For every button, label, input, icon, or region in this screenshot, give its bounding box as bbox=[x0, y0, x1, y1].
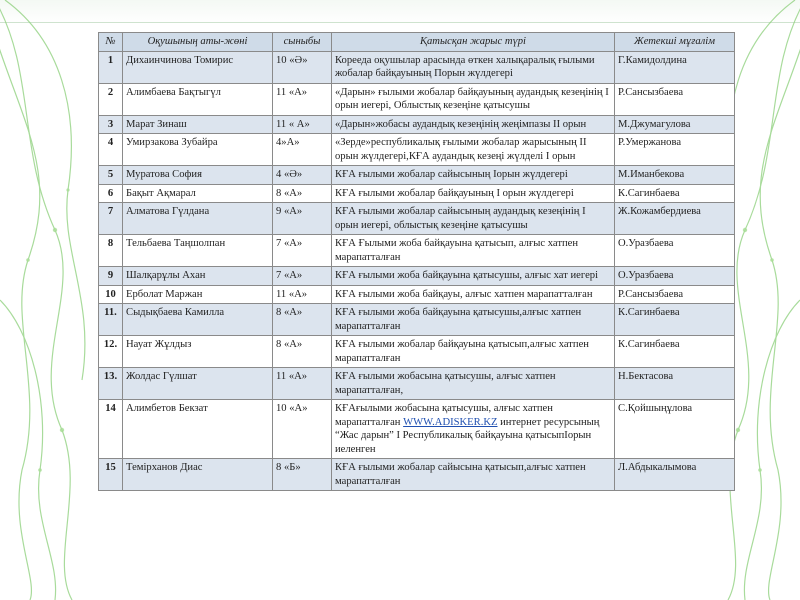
row-number: 7 bbox=[99, 203, 123, 235]
row-number: 13. bbox=[99, 368, 123, 400]
row-number: 11. bbox=[99, 304, 123, 336]
row-number: 3 bbox=[99, 115, 123, 134]
table-row bbox=[99, 134, 735, 166]
student-grade: 11 « А» bbox=[273, 115, 332, 134]
table-row bbox=[99, 184, 735, 203]
competition-description: «Дарын» ғылыми жобалар байқауының аудандық кезеңінің I орын иегері, Облыстық кезеңіне қатысушы bbox=[332, 83, 615, 115]
header-teacher: Жетекші мұғалім bbox=[615, 33, 735, 52]
competition-description: КҒА ғылыми жоба байқауына қатысушы, алғыс хат иегері bbox=[332, 267, 615, 286]
student-name: Умирзакова Зубайра bbox=[123, 134, 273, 166]
competition-text-continued: интернет ресурсының “Жас дарын” I Республикалық байқауына қатысыпIорын иеленген bbox=[335, 416, 600, 455]
competition-text: КҒАғылыми жобасына қатысушы, алғыс хатпен марапатталған bbox=[335, 403, 553, 428]
student-grade: 4 «Ә» bbox=[273, 166, 332, 185]
table-row bbox=[99, 166, 735, 185]
row-number: 12. bbox=[99, 336, 123, 368]
competition-description: КҒА ғылыми жобасына қатысушы, алғыс хатпен марапатталған, bbox=[332, 368, 615, 400]
table-row bbox=[99, 83, 735, 115]
teacher-name: М.Иманбекова bbox=[615, 166, 735, 185]
competition-description: «Дарын»жобасы аудандық кезеңінің жеңімпазы II орын bbox=[332, 115, 615, 134]
student-name: Алматова Гүлдана bbox=[123, 203, 273, 235]
row-number: 4 bbox=[99, 134, 123, 166]
student-grade: 4»А» bbox=[273, 134, 332, 166]
row-number: 6 bbox=[99, 184, 123, 203]
student-name: Ерболат Маржан bbox=[123, 285, 273, 304]
student-grade: 7 «А» bbox=[273, 267, 332, 286]
teacher-name: Ж.Кожамбердиева bbox=[615, 203, 735, 235]
table-row bbox=[99, 400, 735, 459]
student-name: Дихаинчинова Томирис bbox=[123, 51, 273, 83]
student-grade: 8 «Б» bbox=[273, 459, 332, 491]
student-grade: 8 «А» bbox=[273, 184, 332, 203]
student-name: Тельбаева Таңшолпан bbox=[123, 235, 273, 267]
competition-description: Корееда оқушылар арасында өткен халықаралық ғылыми жобалар байқауының Порын жүлдегері bbox=[332, 51, 615, 83]
student-name: Марат Зинаш bbox=[123, 115, 273, 134]
table-row bbox=[99, 285, 735, 304]
row-number: 5 bbox=[99, 166, 123, 185]
student-grade: 10 «А» bbox=[273, 400, 332, 459]
row-number: 1 bbox=[99, 51, 123, 83]
table-row bbox=[99, 235, 735, 267]
table-row bbox=[99, 304, 735, 336]
competition-description: КҒА ғылыми жобалар сайысының Iорын жүлдегері bbox=[332, 166, 615, 185]
row-number: 9 bbox=[99, 267, 123, 286]
results-table bbox=[98, 32, 735, 491]
header-grade: сыныбы bbox=[273, 33, 332, 52]
competition-description: КҒА ғылыми жобалар сайысына қатысып,алғыс хатпен марапатталған bbox=[332, 459, 615, 491]
teacher-name: К.Сагинбаева bbox=[615, 304, 735, 336]
header-number: № bbox=[99, 33, 123, 52]
student-name: Науат Жұлдыз bbox=[123, 336, 273, 368]
teacher-name: Р.Сансызбаева bbox=[615, 83, 735, 115]
teacher-name: К.Сагинбаева bbox=[615, 336, 735, 368]
competition-description: КҒА Ғылыми жоба байқауына қатысып, алғыс хатпен марапатталған bbox=[332, 235, 615, 267]
table-row bbox=[99, 51, 735, 83]
competition-description: КҒА ғылыми жобалар байқауына қатысып,алғыс хатпен марапатталған bbox=[332, 336, 615, 368]
teacher-name: Г.Камидолдина bbox=[615, 51, 735, 83]
competition-description: «Зерде»республикалық ғылыми жобалар жарысының II орын жүлдегері,КҒА аудандық кезеңі жүлделі I орын bbox=[332, 134, 615, 166]
student-grade: 11 «А» bbox=[273, 285, 332, 304]
teacher-name: О.Уразбаева bbox=[615, 235, 735, 267]
student-grade: 7 «А» bbox=[273, 235, 332, 267]
student-name: Бақыт Ақмарал bbox=[123, 184, 273, 203]
teacher-name: Р.Умержанова bbox=[615, 134, 735, 166]
competition-description: КҒА ғылыми жобалар сайысының аудандық кезеңінің I орын иегері, облыстық кезеңіне қатысушы bbox=[332, 203, 615, 235]
table-row bbox=[99, 459, 735, 491]
student-grade: 10 «Ә» bbox=[273, 51, 332, 83]
competition-description: КҒА ғылыми жоба байқауына қатысушы,алғыс хатпен марапатталған bbox=[332, 304, 615, 336]
teacher-name: С.Қойшыңұлова bbox=[615, 400, 735, 459]
teacher-name: Н.Бектасова bbox=[615, 368, 735, 400]
table-row bbox=[99, 336, 735, 368]
teacher-name: Л.Абдыкалымова bbox=[615, 459, 735, 491]
table-row bbox=[99, 203, 735, 235]
student-grade: 9 «А» bbox=[273, 203, 332, 235]
table-header-row bbox=[99, 33, 735, 52]
teacher-name: К.Сагинбаева bbox=[615, 184, 735, 203]
student-name: Муратова София bbox=[123, 166, 273, 185]
row-number: 15 bbox=[99, 459, 123, 491]
student-grade: 8 «А» bbox=[273, 304, 332, 336]
slide-header-bar bbox=[0, 0, 800, 24]
student-grade: 11 «А» bbox=[273, 368, 332, 400]
student-grade: 11 «А» bbox=[273, 83, 332, 115]
student-grade: 8 «А» bbox=[273, 336, 332, 368]
teacher-name: О.Уразбаева bbox=[615, 267, 735, 286]
student-name: Алимбетов Бекзат bbox=[123, 400, 273, 459]
table-row bbox=[99, 368, 735, 400]
header-competition: Қатысқан жарыс түрі bbox=[332, 33, 615, 52]
teacher-name: М.Джумагулова bbox=[615, 115, 735, 134]
student-name: Шалқарұлы Ахан bbox=[123, 267, 273, 286]
competition-description: КҒА ғылыми жобалар байқауының I орын жүлдегері bbox=[332, 184, 615, 203]
teacher-name: Р.Сансызбаева bbox=[615, 285, 735, 304]
competition-description bbox=[332, 400, 615, 459]
student-name: Темірханов Диас bbox=[123, 459, 273, 491]
row-number: 14 bbox=[99, 400, 123, 459]
table-row bbox=[99, 267, 735, 286]
row-number: 2 bbox=[99, 83, 123, 115]
student-name: Сыдықбаева Камилла bbox=[123, 304, 273, 336]
row-number: 10 bbox=[99, 285, 123, 304]
student-name: Жолдас Гүлшат bbox=[123, 368, 273, 400]
header-student-name: Оқушының аты-жөні bbox=[123, 33, 273, 52]
student-name: Алимбаева Бақтыгүл bbox=[123, 83, 273, 115]
table-row bbox=[99, 115, 735, 134]
competition-description: КҒА ғылыми жоба байқауы, алғыс хатпен марапатталған bbox=[332, 285, 615, 304]
row-number: 8 bbox=[99, 235, 123, 267]
website-link[interactable]: WWW.ADISKER.KZ bbox=[403, 416, 498, 428]
